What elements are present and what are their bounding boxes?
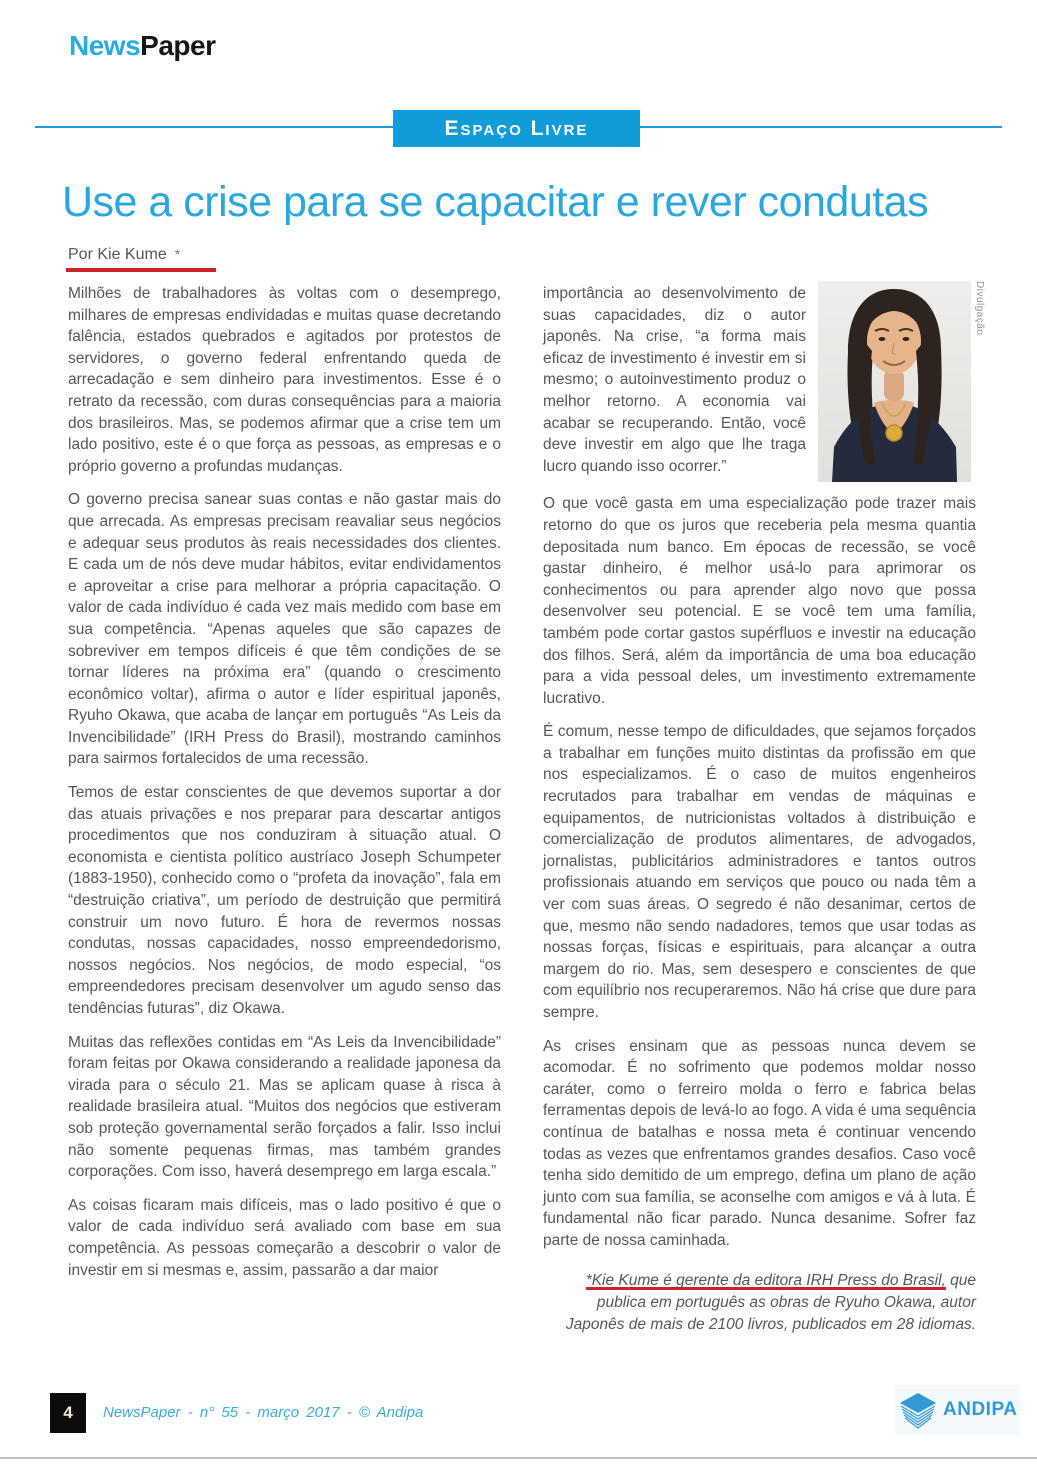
footer-edition-line: NewsPaper - n° 55 - março 2017 - © Andipa: [103, 1404, 424, 1421]
footnote-rest: que publica em português as obras de Ryuho Okawa, autor Japonês de mais de 2100 livros, publicados em 28 idiomas.: [565, 1271, 976, 1333]
article-column-left: [68, 283, 501, 1293]
paragraph: As crises ensinam que as pessoas nunca devem se acomodar. É no sofrimento que podemos moldar nosso caráter, como o ferreiro molda o ferro e fabrica belas ferramentas depois de levá-lo ao fogo. A vida é uma sequência contínua de batalhas e nossa meta é continuar vencendo todas as vezes que enfrentamos grandes desafios. Caso você tenha sido demitido de um emprego, defina um plano de ação junto com sua família, se aconselhe com amigos e vá à luta. É fundamental não ficar parado. Nunca desanime. Sofrer faz parte de nossa caminhada.: [543, 1037, 976, 1249]
newspaper-logo: [69, 30, 215, 62]
byline-red-underline: [66, 268, 216, 272]
paragraph: As coisas ficaram mais difíceis, mas o lado positivo é que o valor de cada indivíduo será avaliado com base em sua competência. As pessoas começarão a descobrir o valor de investir em si mesmas e, assim, passarão a dar maior: [68, 1196, 501, 1279]
page-number-badge: 4: [50, 1393, 86, 1433]
paragraph: importância ao desenvolvimento de suas capacidades, diz o autor japonês. Na crise, “a forma mais eficaz de investimento é investir em si mesmo; o autoinvestimento produz o melhor retorno. A economia vai acabar se recuperando. Então, você deve investir em algo que lhe traga lucro quando isso ocorrer.”: [543, 285, 806, 475]
photo-credit: Divulgação: [974, 281, 985, 336]
author-photo: [818, 281, 971, 482]
paragraph: Muitas das reflexões contidas em “As Leis da Invencibilidade” foram feitas por Okawa considerando a realidade japonesa da virada para o século 21. Mas se aplicam quase à risca à realidade brasileira atual. “Muitos dos negócios que estiveram sob proteção governamental serão forçados a falir. Isso inclui não somente pequenas firmas, mas também grandes corporações. Com isso, haverá desemprego em larga escala.”: [68, 1033, 501, 1181]
andipa-logo: [895, 1385, 1020, 1435]
article-byline: [68, 246, 180, 264]
byline-author: Por Kie Kume: [68, 246, 167, 263]
bottom-divider-line: [0, 1457, 1037, 1459]
footnote-underlined-part: *Kie Kume é gerente da editora IRH Press do Brasil,: [585, 1271, 946, 1289]
logo-part-news: News: [69, 30, 141, 61]
paragraph: Milhões de trabalhadores às voltas com o desemprego, milhares de empresas endividadas e muitas quase decretando falência, estados quebrados e agitados por protestos de servidores, o governo federal enfrentando queda de arrecadação e sem dinheiro para investimentos. Esse é o retrato da recessão, com duras consequências para a maioria dos brasileiros. Mas, se podemos afirmar que a crise tem um lado positivo, este é o que força as pessoas, as empresas e o próprio governo a profundas mudanças.: [68, 285, 501, 475]
paragraph: O governo precisa sanear suas contas e não gastar mais do que arrecada. As empresas precisam reavaliar seus negócios e adequar seus produtos às reais necessidades dos clientes. E cada um de nós deve mudar hábitos, evitar endividamentos e aproveitar a crise para melhorar a própria capacitação. O valor de cada indivíduo é cada vez mais medido com base em sua competência. “Apenas aqueles que são capazes de sobreviver em tempos difíceis é que têm condições de se tornar líderes na próxima era” (quando o crescimento econômico voltar), afirma o autor e líder espiritual japonês, Ryuho Okawa, que acaba de lançar em português “As Leis da Invencibilidade” (IRH Press do Brasil), mostrando caminhos para sairmos fortalecidos de uma recessão.: [68, 491, 501, 768]
byline-asterisk: *: [174, 246, 181, 262]
paragraph: O que você gasta em uma especialização pode trazer mais retorno do que os juros que receberia pela mesma quantia depositada num banco. Em épocas de recessão, se você gastar dinheiro, é melhor usá-lo para aprimorar os conhecimentos ou para aprender algo novo que possa desenvolver seu potencial. E se você tem uma família, também pode cortar gastos supérfluos e investir na educação dos filhos. Será, além da importância de uma boa educação para a vida pessoal deles, um investimento extremamente lucrativo.: [543, 495, 976, 707]
paragraph: Temos de estar conscientes de que devemos suportar a dor das atuais privações e nos preparar para descartar antigos procedimentos que nos conduziram à situação atual. O economista e cientista político austríaco Joseph Schumpeter (1883-1950), conhecido como o “profeta da inovação”, fala em “destruição criativa”, um período de destruição que permitirá construir um novo futuro. É hora de revermos nossas condutas, nossas capacidades, nosso empreendedorismo, nossos negócios. Nos negócios, de modo especial, “os empreendedores precisam desenvolver um agudo senso das tendências futuras”, diz Okawa.: [68, 784, 501, 1017]
andipa-stack-icon: [895, 1387, 941, 1433]
section-banner: Espaço Livre: [393, 110, 640, 147]
paragraph: É comum, nesse tempo de dificuldades, que sejamos forçados a trabalhar em funções muito distintas da profissão em que nos especializamos. É o caso de muitos engenheiros recrutados para trabalhar em vendas de máquinas e equipamentos, de nutricionistas voltados à distribuição e comercialização de produtos alimentares, de advogados, jornalistas, publicitários administradores e tantos outros profissionais atuando em serviços que pouco ou nada têm a ver com suas áreas. O segredo é não desanimar, certos de que, mesmo não sendo nadadores, temos que usar todas as nossas forças, físicas e espirituais, para alcançar a outra margem do rio. Mas, sem desespero e conscientes de que com equilíbrio nos recuperaremos. Não há crise que dure para sempre.: [543, 723, 976, 1021]
andipa-logo-text: ANDIPA: [943, 1399, 1018, 1420]
author-footnote: [543, 1270, 976, 1336]
logo-part-paper: Paper: [140, 30, 216, 61]
article-title: Use a crise para se capacitar e rever condutas: [62, 178, 929, 226]
